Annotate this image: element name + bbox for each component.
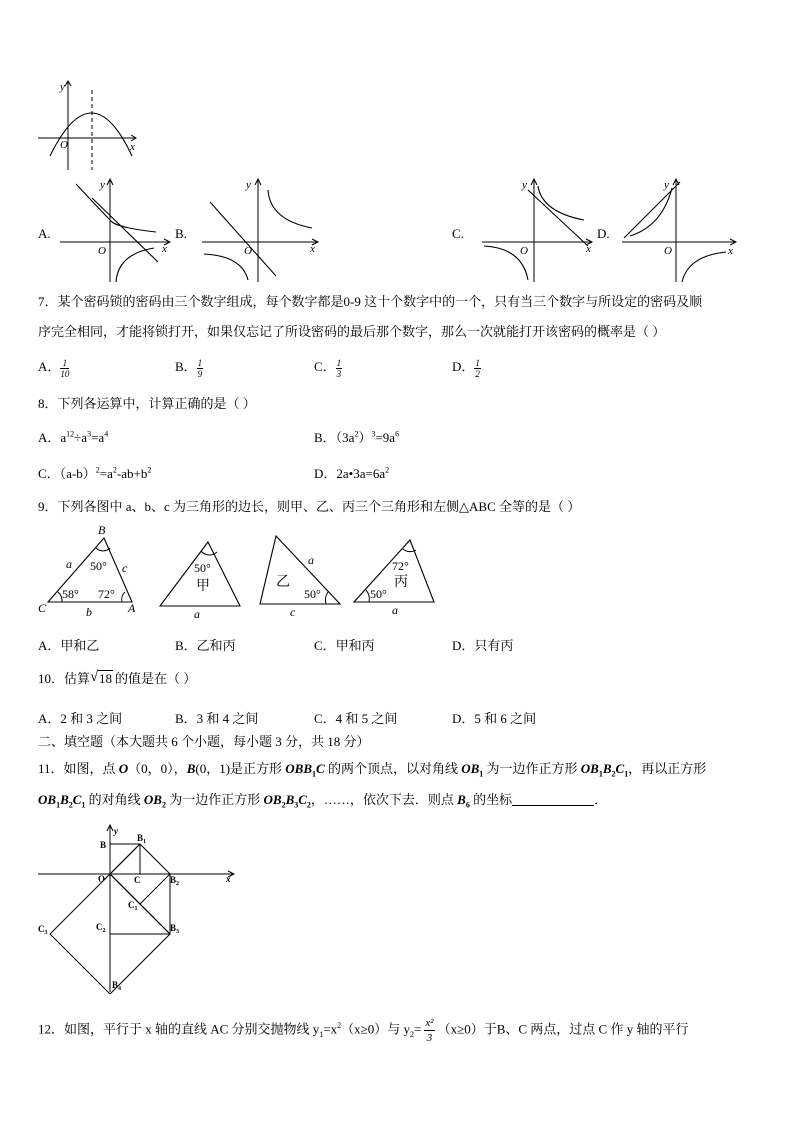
side-a-label: a [66,557,72,571]
fraction [197,358,204,379]
axis-label-x: x [728,245,733,257]
triangle-jia-label: 甲 [196,579,210,594]
q9-option-a[interactable]: A．甲和乙 [38,638,100,653]
q10-option-a[interactable]: A．2 和 3 之间 [38,711,123,726]
angle-b-50: 50° [90,559,107,573]
q9-option-d[interactable]: D．只有丙 [452,638,514,653]
side-c-label: c [290,605,296,619]
q9-option-c[interactable]: C．甲和丙 [314,638,375,653]
option-label: D． [314,466,337,481]
point-b3-label: $B_3$ [170,923,180,935]
q9-stem: 9．下列各图中 a、b、c 为三角形的边长，则甲、乙、丙三个三角形和左侧△ABC 全等的是（ ） [38,499,581,514]
side-a-label: a [392,603,398,617]
side-b-label: b [86,605,92,619]
q10-option-b[interactable]: B．3 和 4 之间 [175,711,259,726]
q6-option-a-graph [54,176,174,284]
origin-label: O [60,139,68,151]
axis-label-x: x [586,243,591,255]
vertex-c-label: C [38,601,47,615]
triangle-yi [260,536,340,604]
q10-stem [38,671,196,687]
q10-stem-pre: 10．估算 [38,671,91,686]
point-b-label: B [100,840,107,850]
q7-option-a[interactable] [38,356,69,379]
angle-50: 50° [194,561,211,575]
q12-stem-pre: 12．如图，平行于 x 轴的直线 AC 分别交抛物线 y [38,1021,320,1037]
point-b1-label: $B_1$ [137,833,147,845]
point-b2-label: $B_2$ [170,875,180,887]
angle-a-72: 72° [98,587,115,601]
angle-50: 50° [370,587,387,601]
denominator: 3 [336,368,342,379]
q7-stem-line1: 7．某个密码锁的密码由三个数字组成，每个数字都是0-9 这十个数字中的一个，只有当三个数字与所设定的密码及顺 [38,294,703,309]
axis-label-y: y [60,81,65,93]
numerator: 1 [336,357,342,368]
denominator: 10 [60,368,70,379]
radicand: 18 [99,671,113,686]
numerator: x² [425,1017,434,1029]
q11-stem-line1: 11．如图，点 O（0，0），B(0，1)是正方形 $OBB_1C$ 的两个顶点，以对角线 $OB_1$ 为一边作正方形 $OB_1B_2C_1$，再以正方形 [38,761,707,779]
point-c3-label: $C_3$ [38,924,48,936]
q7-option-c[interactable] [314,356,342,379]
q6-option-c-label[interactable]: C. [452,226,464,241]
numerator: 1 [197,357,203,368]
triangle-yi-label: 乙 [276,575,290,590]
triangle-bing-label: 丙 [394,575,408,590]
origin-label: O [664,245,672,257]
q11-squares-figure [36,822,240,994]
denominator: 2 [475,368,480,379]
option-label: D． [452,359,475,374]
answer-blank[interactable] [512,793,594,806]
denominator: 3 [426,1032,433,1044]
axis-label-x: x [310,243,315,255]
q12-stem-mid1: =x [323,1021,338,1037]
vertex-a-label: A [128,601,136,615]
q9-triangles-figure [36,522,444,622]
point-c1-label: $C_1$ [128,900,138,912]
q8-option-c[interactable]: C．$(a-b)^2=a^2-ab+b^2$ [38,465,152,481]
option-label: A． [38,359,61,374]
angle-50: 50° [304,587,321,601]
q9-option-b[interactable]: B．乙和丙 [175,638,236,653]
axis-label-y: y [246,179,251,191]
axis-label-y: y [100,179,105,191]
section-2-heading: 二、填空题（本大题共 6 个小题，每小题 3 分，共 18 分） [38,734,370,749]
q7-option-d[interactable] [452,356,481,379]
origin-label: O [244,245,252,257]
q7-stem-line2: 序完全相同，才能将锁打开，如果仅忘记了所设密码的最后那个数字，那么一次就能打开该密码的概率是（ ） [38,324,666,339]
q8-stem: 8．下列各运算中，计算正确的是（ ） [38,396,256,411]
q8-option-a[interactable]: A．$a^{12}\div a^3=a^4$ [38,429,109,445]
q12-stem-post: （x≥0）于B、C 两点，过点 C 作 y 轴的平行 [437,1021,689,1037]
side-a-label: a [308,553,314,567]
side-a-label: a [194,607,200,621]
q7-option-b[interactable] [175,356,203,379]
side-c-label: c [122,561,128,575]
axis-label-x: x [226,874,231,884]
vertex-b-label: B [98,523,106,537]
origin-label: O [520,245,528,257]
point-c-label: C [134,875,141,885]
option-label: C． [38,466,60,481]
option-label: C． [314,359,336,374]
q11-stem-line2: $OB_1B_2C_1$ 的对角线 $OB_2$ 为一边作正方形 $OB_2B_3C_2$，……，依次下去．则点 $B_6$ 的坐标 ． [38,792,608,810]
sqrt-symbol: √ 18 [90,669,113,686]
q6-option-b-label[interactable]: B. [175,226,187,241]
option-label: B． [175,359,197,374]
fraction [60,358,69,379]
point-c2-label: $C_2$ [96,922,106,934]
denominator: 9 [197,368,203,379]
angle-72: 72° [392,559,409,573]
q12-stem-mid2: （x≥0）与 y [341,1021,411,1037]
q10-option-c[interactable]: C．4 和 5 之间 [314,711,398,726]
axis-label-y: y [522,179,527,191]
axis-label-y: y [664,179,669,191]
fraction [336,358,343,379]
point-b4-label: $B_4$ [112,980,122,992]
axis-label-x: x [162,243,167,255]
q10-stem-post: 的值是在（ ） [115,671,197,686]
axis-label-y: y [114,826,118,836]
q8-option-b[interactable]: B．$(3a^2)^3=9a^6$ [314,429,400,445]
fraction [424,1016,434,1045]
q12-stem: 12．如图，平行于 x 轴的直线 AC 分别交抛物线 $y_1=x^2(x\ge 0)$与 $y_2=$ $\frac{\text{x²}}{3}$ （x≥0）于B、C 两点，过点 C 作 y 轴的平行 [38,1017,689,1044]
q6-option-d-graph [616,176,742,284]
q10-option-d[interactable]: D．5 和 6 之间 [452,711,537,726]
axis-label-x: x [130,141,135,153]
q6-option-a-label[interactable]: A. [38,226,51,241]
numerator: 1 [475,357,480,368]
option-label: B． [314,430,336,445]
q6-option-b-graph [196,176,322,284]
q6-stem-graph [36,78,146,173]
fraction [474,358,481,379]
numerator: 1 [60,358,69,369]
origin-label: O [98,245,106,257]
q8-option-d[interactable]: D．$2a•3a=6a^2$ [314,465,390,481]
origin-label: O [98,874,106,884]
q6-option-d-label[interactable]: D. [597,226,610,241]
q6-option-c-graph [476,176,596,284]
angle-c-58: 58° [62,587,79,601]
option-label: A． [38,430,61,445]
